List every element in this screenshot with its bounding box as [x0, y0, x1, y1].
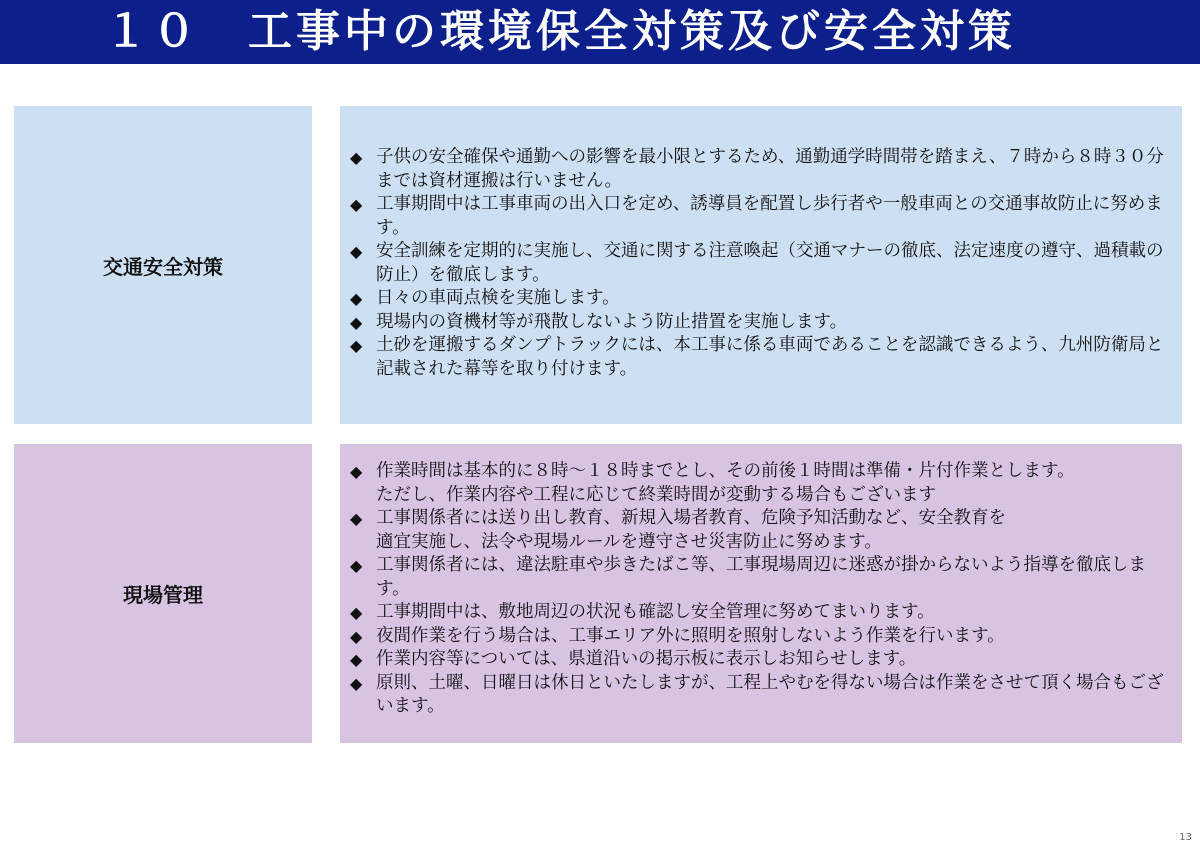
title-bar [0, 0, 1200, 64]
list-item: ◆ 日々の車両点検を実施します。 [350, 287, 1178, 311]
section-label-traffic-safety [14, 106, 312, 424]
section-label-site-management [14, 444, 312, 743]
list-item: ◆ 土砂を運搬するダンプトラックには、本工事に係る車両であることを認識できるよう、九州防衛局と記載された幕等を取り付けます。 [350, 335, 1164, 379]
list-item: ◆ 子供の安全確保や通勤への影響を最小限とするため、通勤通学時間帯を踏まえ、７時から８時３０分までは資材運搬は行いません。 [350, 147, 1164, 191]
section-label-text: 現場管理 [123, 583, 203, 607]
section-content-site-management [340, 444, 1182, 743]
diamond-icon: ◆ [350, 673, 363, 693]
section-label-text: 交通安全対策 [103, 254, 223, 279]
diamond-icon: ◆ [350, 650, 363, 669]
section-content-traffic-safety [340, 106, 1182, 424]
list-item: ◆ 夜間作業を行う場合は、工事エリア外に照明を照射しないよう作業を行います。 [350, 625, 1178, 649]
diamond-icon: ◆ [350, 336, 363, 355]
page-number: 13 [1179, 832, 1192, 843]
diamond-icon: ◆ [350, 148, 363, 167]
list-item: ◆ 安全訓練を定期的に実施し、交通に関する注意喚起（交通マナーの徹底、法定速度の遵守、過積載の防止）を徹底します。 [350, 241, 1164, 285]
diamond-icon: ◆ [350, 626, 363, 646]
list-item: ◆ 作業内容等については、県道沿いの掲示板に表示しお知らせします。 [350, 648, 1178, 672]
diamond-icon: ◆ [350, 289, 363, 308]
bullet-list [350, 146, 1178, 381]
diamond-icon: ◆ [350, 312, 363, 332]
list-item: ◆ 工事関係者には送り出し教育、新規入場者教育、危険予知活動など、安全教育を 適宜実施し、法令や現場ルールを遵守させ災害防止に努めます。 [350, 508, 1006, 552]
diamond-icon: ◆ [350, 509, 363, 528]
list-item: ◆ 作業時間は基本的に８時～１８時までとし、その前後１時間は準備・片付作業とします。 ただし、作業内容や工程に応じて終業時間が変動する場合もございます [350, 461, 1075, 505]
diamond-icon: ◆ [350, 195, 363, 214]
list-item: ◆ 現場内の資機材等が飛散しないよう防止措置を実施します。 [350, 311, 1178, 335]
list-item: ◆ 工事期間中は、敷地周辺の状況も確認し安全管理に努めてまいります。 [350, 601, 1178, 625]
diamond-icon: ◆ [350, 462, 363, 481]
page-title: １０ 工事中の環境保全対策及び安全対策 [104, 6, 1016, 57]
bullet-list [350, 460, 1178, 719]
list-item: ◆ 原則、土曜、日曜日は休日といたしますが、工程上やむを得ない場合は作業をさせて頂く場合もございます。 [350, 672, 1164, 716]
diamond-icon: ◆ [350, 556, 363, 575]
diamond-icon: ◆ [350, 603, 363, 622]
diamond-icon: ◆ [350, 242, 363, 261]
list-item: ◆ 工事関係者には、違法駐車や歩きたばこ等、工事現場周辺に迷惑が掛からないよう指導を徹底します。 [350, 555, 1146, 599]
list-item: ◆ 工事期間中は工事車両の出入口を定め、誘導員を配置し歩行者や一般車両との交通事故防止に努めます。 [350, 194, 1163, 238]
